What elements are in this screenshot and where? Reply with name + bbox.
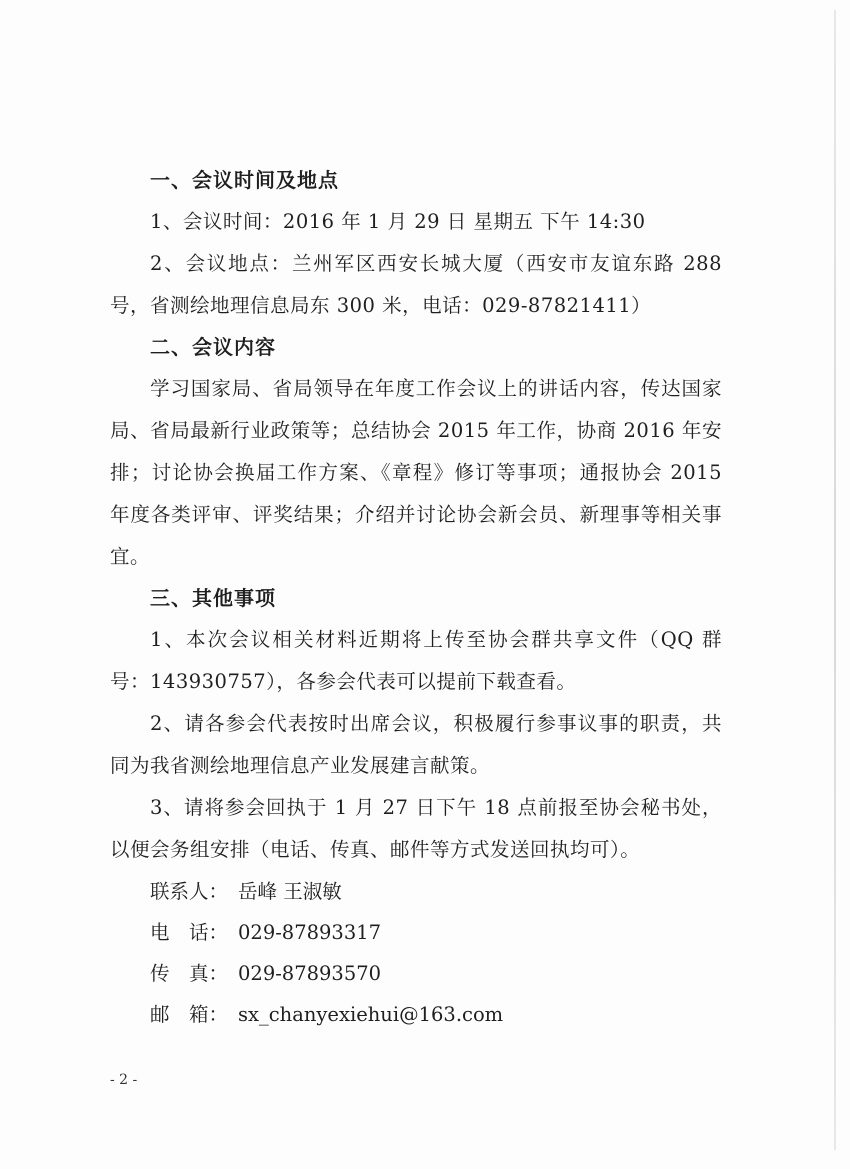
contact-row-fax <box>110 953 722 994</box>
contact-label: 邮 箱： <box>150 1003 229 1026</box>
scan-edge <box>834 10 836 1150</box>
paragraph-materials: 1、本次会议相关材料近期将上传至协会群共享文件（QQ 群号：143930757），各参会代表可以提前下载查看。 <box>110 628 722 693</box>
paragraph-receipt: 3、请将参会回执于 1 月 27 日下午 18 点前报至协会秘书处，以便会务组安排（电话、传真、邮件等方式发送回执均可）。 <box>110 796 722 861</box>
paragraph-attendance: 2、请各参会代表按时出席会议，积极履行参事议事的职责，共同为我省测绘地理信息产业发展建言献策。 <box>110 712 722 777</box>
contact-value: 029-87893570 <box>238 962 382 985</box>
contact-value: sx_chanyexiehui@163.com <box>238 1003 504 1026</box>
document-body <box>110 160 722 1035</box>
page-number: - 2 - <box>110 1072 138 1088</box>
paragraph-meeting-agenda: 学习国家局、省局领导在年度工作会议上的讲话内容，传达国家局、省局最新行业政策等；总结协会 2015 年工作，协商 2016 年安排；讨论协会换届工作方案、《章程》修订等事项；通报协会 2015 年度各类评审、评奖结果；介绍并讨论协会新会员、新理事等相关事宜。 <box>110 377 722 568</box>
contact-label: 联系人： <box>150 880 229 903</box>
contact-value: 029-87893317 <box>238 921 382 944</box>
paragraph-meeting-time: 1、会议时间：2016 年 1 月 29 日 星期五 下午 14:30 <box>150 210 646 233</box>
contact-block <box>110 871 722 1035</box>
contact-row-email <box>110 994 722 1035</box>
section-heading: 一、会议时间及地点 <box>150 168 339 192</box>
section-meeting-content <box>110 327 722 578</box>
contact-label: 电 话： <box>150 921 229 944</box>
section-other-matters <box>110 578 722 871</box>
contact-row-phone <box>110 912 722 953</box>
section-meeting-time-location <box>110 160 722 327</box>
contact-label: 传 真： <box>150 962 229 985</box>
section-heading: 二、会议内容 <box>150 335 276 359</box>
contact-row-person <box>110 871 722 912</box>
paragraph-meeting-location: 2、会议地点：兰州军区西安长城大厦（西安市友谊东路 288 号，省测绘地理信息局东 300 米，电话：029-87821411） <box>110 252 722 317</box>
contact-value: 岳峰 王淑敏 <box>238 880 342 903</box>
section-heading: 三、其他事项 <box>150 586 276 610</box>
